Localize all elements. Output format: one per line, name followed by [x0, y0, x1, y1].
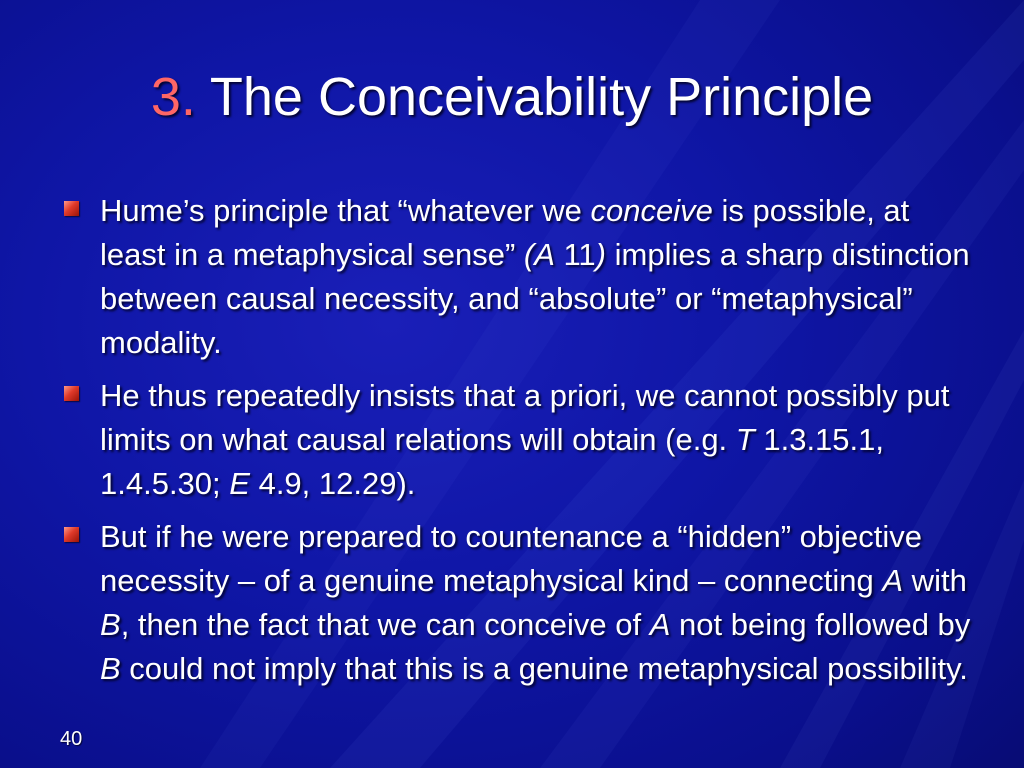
slide-title — [0, 62, 1024, 132]
text-run: Hume’s principle that “whatever we — [100, 193, 591, 228]
text-run: with — [903, 563, 967, 598]
text-run: could not imply that this is a genuine metaphysical possibility. — [120, 651, 968, 686]
bullet-text — [100, 189, 980, 365]
bullet-square-icon — [64, 386, 79, 401]
italic-text-run: B — [100, 607, 121, 642]
italic-text-run: B — [100, 651, 121, 686]
bullet-square-icon — [64, 201, 79, 216]
text-run: 11 — [554, 237, 596, 272]
title-text: The Conceivability Principle — [209, 67, 874, 127]
italic-text-run: T — [735, 422, 755, 457]
italic-text-run: conceive — [590, 193, 713, 228]
bullet-item — [60, 374, 980, 506]
text-run: 1.3.15.1, 1.4.5.30; — [100, 422, 885, 501]
text-run: not being followed by — [670, 607, 971, 642]
bullet-text — [100, 515, 980, 691]
text-run: 4.9, 12.29). — [249, 466, 416, 501]
text-run: is possible, at least in a metaphysical sense” — [100, 193, 910, 272]
bullet-square-icon — [64, 527, 79, 542]
text-run: But if he were prepared to countenance a “hidden” objective necessity – of a genuine metaphysical kind – connecting — [100, 519, 923, 598]
italic-text-run: (A — [523, 237, 555, 272]
bullet-list — [60, 189, 980, 700]
slide-number: 40 — [60, 728, 83, 750]
title-number: 3. — [150, 67, 196, 127]
bullet-item — [60, 189, 980, 365]
bullet-item — [60, 515, 980, 691]
italic-text-run: A — [649, 607, 671, 642]
italic-text-run: ) — [595, 237, 606, 272]
bullet-text — [100, 374, 980, 506]
text-run: He thus repeatedly insists that a priori, we cannot possibly put limits on what causal relations will obtain (e.g. — [100, 378, 950, 457]
text-run: implies a sharp distinction between causal necessity, and “absolute” or “metaphysical” modality. — [100, 237, 970, 360]
italic-text-run: E — [229, 466, 250, 501]
text-run: , then the fact that we can conceive of — [120, 607, 650, 642]
italic-text-run: A — [882, 563, 904, 598]
